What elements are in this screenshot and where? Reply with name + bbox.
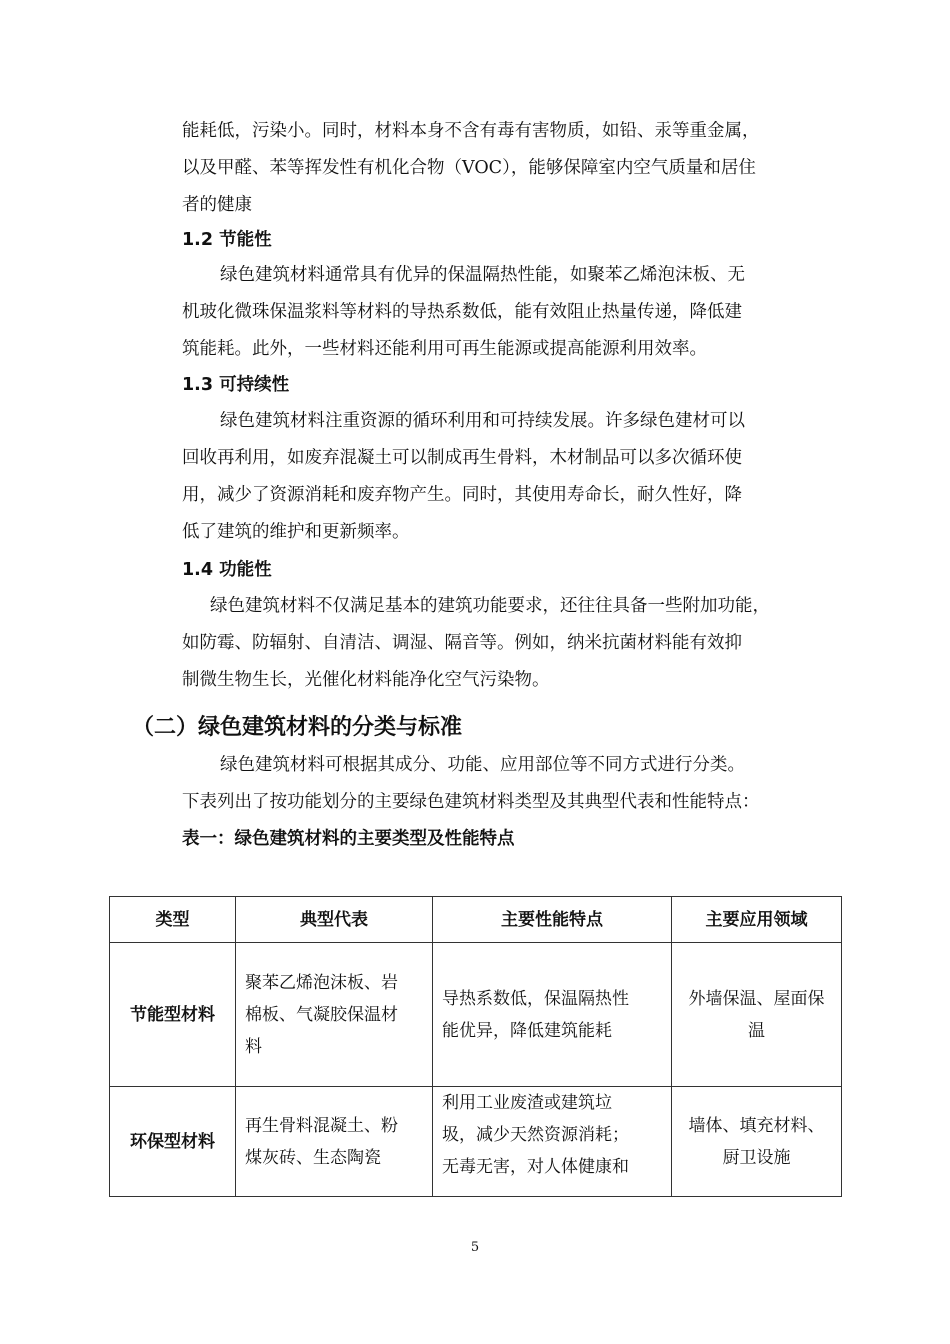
- cell-examples: [236, 943, 433, 1087]
- text-line: 用，减少了资源消耗和废弃物产生。同时，其使用寿命长，耐久性好，降: [182, 485, 742, 505]
- text-line: 以及甲醛、苯等挥发性有机化合物（VOC），能够保障室内空气质量和居住: [182, 158, 756, 178]
- text-line: 绿色建筑材料可根据其成分、功能、应用部位等不同方式进行分类。: [220, 755, 745, 775]
- table-header-row: [110, 897, 842, 943]
- cell-features: [433, 1087, 672, 1197]
- text-line: 绿色建筑材料注重资源的循环利用和可持续发展。许多绿色建材可以: [220, 411, 745, 431]
- cell-line: 能优异，降低建筑能耗: [442, 1020, 612, 1041]
- column-header-features: 主要性能特点: [433, 897, 672, 943]
- cell-line: 厨卫设施: [722, 1147, 791, 1168]
- column-header-applications: 主要应用领域: [672, 897, 842, 943]
- section-heading-functionality: 1.4 功能性: [182, 560, 272, 580]
- text-line: 绿色建筑材料不仅满足基本的建筑功能要求，还往往具备一些附加功能，: [210, 596, 770, 616]
- chapter-intro-paragraph: [182, 747, 812, 821]
- text-line: 低了建筑的维护和更新频率。: [182, 522, 410, 542]
- text-line: 机玻化微珠保温浆料等材料的导热系数低，能有效阻止热量传递，降低建: [182, 302, 742, 322]
- cell-line: 棉板、气凝胶保温材: [245, 1004, 398, 1025]
- section-heading-sustainability: 1.3 可持续性: [182, 375, 290, 395]
- text-line: 制微生物生长，光催化材料能净化空气污染物。: [182, 670, 550, 690]
- cell-applications: [672, 943, 842, 1087]
- section-paragraph-sustainability: [182, 403, 812, 551]
- page-number: 5: [470, 1240, 480, 1255]
- cell-line: 煤灰砖、生态陶瓷: [245, 1147, 381, 1168]
- cell-line: 圾，减少天然资源消耗；: [442, 1125, 629, 1145]
- text-line: 回收再利用，如废弃混凝土可以制成再生骨料，木材制品可以多次循环使: [182, 448, 742, 468]
- table-caption: 表一：绿色建筑材料的主要类型及性能特点: [182, 829, 515, 849]
- table-row: [110, 1087, 842, 1197]
- chapter-heading: （二）绿色建筑材料的分类与标准: [132, 715, 463, 740]
- cell-type: 环保型材料: [110, 1087, 236, 1197]
- text-line: 筑能耗。此外，一些材料还能利用可再生能源或提高能源利用效率。: [182, 339, 707, 359]
- cell-type: 节能型材料: [110, 943, 236, 1087]
- section-paragraph-energy-saving: [182, 257, 812, 368]
- cell-line: 无毒无害，对人体健康和: [442, 1157, 629, 1177]
- text-line: 能耗低，污染小。同时，材料本身不含有毒有害物质，如铅、汞等重金属，: [182, 121, 760, 141]
- cell-line: 聚苯乙烯泡沫板、岩: [245, 972, 398, 993]
- cell-line: 墙体、填充材料、: [688, 1115, 825, 1136]
- cell-line: 利用工业废渣或建筑垃: [442, 1093, 612, 1113]
- cell-line: 温: [748, 1020, 765, 1041]
- cell-line: 再生骨料混凝土、粉: [245, 1115, 398, 1136]
- cell-line: 料: [245, 1036, 262, 1057]
- text-line: 者的健康: [182, 195, 252, 215]
- cell-features: [433, 943, 672, 1087]
- column-header-examples: 典型代表: [236, 897, 433, 943]
- section-paragraph-functionality: [182, 588, 812, 699]
- text-line: 下表列出了按功能划分的主要绿色建筑材料类型及其典型代表和性能特点：: [182, 792, 760, 812]
- column-header-type: 类型: [110, 897, 236, 943]
- material-types-table: [109, 896, 842, 1197]
- cell-line: 导热系数低，保温隔热性: [442, 988, 629, 1009]
- text-line: 如防霉、防辐射、自清洁、调湿、隔音等。例如，纳米抗菌材料能有效抑: [182, 633, 742, 653]
- table-row: [110, 943, 842, 1087]
- intro-paragraph: [182, 113, 812, 224]
- cell-applications: [672, 1087, 842, 1197]
- cell-examples: [236, 1087, 433, 1197]
- text-line: 绿色建筑材料通常具有优异的保温隔热性能，如聚苯乙烯泡沫板、无: [220, 265, 745, 285]
- section-heading-energy-saving: 1.2 节能性: [182, 230, 272, 250]
- cell-line: 外墙保温、屋面保: [688, 988, 825, 1009]
